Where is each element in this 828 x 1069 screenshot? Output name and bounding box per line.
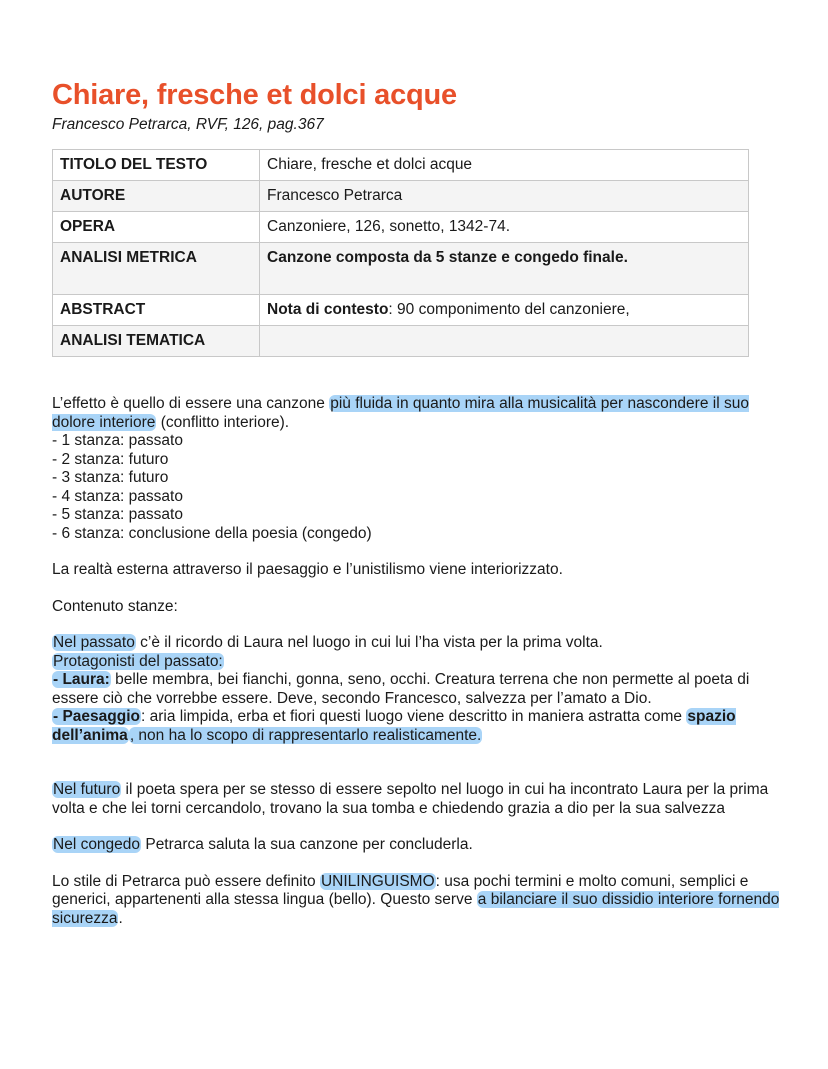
highlight-laura: - Laura: — [53, 671, 110, 688]
list-item: - 4 stanza: passato — [52, 487, 183, 505]
page-title: Chiare, fresche et dolci acque — [52, 79, 457, 111]
text: Petrarca saluta la sua canzone per concluderla. — [141, 836, 473, 853]
row-key: TITOLO DEL TESTO — [53, 150, 260, 181]
abstract-label: Nota di contesto — [267, 301, 389, 318]
highlight: Nel passato — [53, 634, 135, 651]
document-body — [52, 395, 792, 928]
row-value — [260, 243, 749, 295]
list-item: - 3 stanza: futuro — [52, 469, 169, 486]
highlight: , non ha lo scopo di rappresentarlo realisticamente. — [129, 726, 482, 744]
row-value: Chiare, fresche et dolci acque — [260, 150, 749, 181]
row-key: ANALISI TEMATICA — [53, 326, 260, 357]
row-value — [260, 326, 749, 357]
list-item: - 2 stanza: futuro — [52, 450, 169, 468]
text: : aria limpida, erba et fiori questi luogo viene descritto in maniera astratta come — [141, 708, 687, 725]
table-row — [53, 326, 749, 357]
text: il poeta spera per se stesso di essere sepolto nel luogo in cui ha incontrato Laura per la prima volta e che lei torni cercandolo, trovano la sua tomba e chiedendo grazia a dio per la sua salvezza — [52, 781, 769, 817]
paragraph-contenuto: Contenuto stanze: — [52, 597, 178, 615]
row-value: Canzoniere, 126, sonetto, 1342-74. — [260, 212, 749, 243]
paragraph-effetto — [52, 395, 792, 432]
list-item: - 1 stanza: passato — [52, 432, 183, 449]
table-row — [53, 212, 749, 243]
text: belle membra, bei fianchi, gonna, seno, occhi. Creatura terrena che non permette al poeta di essere ciò che vorrebbe essere. Deve, secondo Francesco, salvezza per l’amato a Dio. — [52, 671, 750, 707]
paragraph-paesaggio — [52, 708, 792, 745]
highlight: a bilanciare il suo dissidio interiore fornendo sicurezza — [52, 891, 780, 927]
table-row — [53, 243, 749, 295]
paragraph-stile — [52, 873, 792, 929]
text: (conflitto interiore). — [156, 413, 290, 431]
highlight: più fluida in quanto mira alla musicalità per nascondere il suo dolore interiore — [52, 395, 749, 431]
text: Lo stile di Petrarca può essere definito — [52, 872, 320, 890]
table-row — [53, 295, 749, 326]
list-item: - 5 stanza: passato — [52, 506, 183, 523]
row-key: OPERA — [53, 212, 260, 243]
highlight: UNILINGUISMO — [320, 872, 435, 890]
table-row — [53, 150, 749, 181]
row-value: Francesco Petrarca — [260, 181, 749, 212]
paragraph-futuro — [52, 781, 792, 818]
table-row — [53, 181, 749, 212]
paragraph-realta: La realtà esterna attraverso il paesaggio e l’unistilismo viene interiorizzato. — [52, 561, 563, 578]
highlight: Nel futuro — [53, 781, 121, 798]
metrica-value: Canzone composta da 5 stanze e congedo finale. — [267, 249, 628, 266]
highlight-paesaggio: - Paesaggio — [53, 708, 140, 725]
document-page — [52, 78, 792, 928]
text: c’è il ricordo di Laura nel luogo in cui lui l’ha vista per la prima volta. — [135, 634, 603, 651]
stanze-list — [52, 432, 792, 543]
info-table — [52, 149, 749, 357]
protagonisti-heading — [52, 653, 792, 672]
paragraph-laura — [52, 671, 792, 708]
row-value — [260, 295, 749, 326]
highlight: Nel congedo — [53, 836, 141, 853]
text: L’effetto è quello di essere una canzone — [52, 395, 330, 412]
page-subtitle: Francesco Petrarca, RVF, 126, pag.367 — [52, 116, 324, 133]
text: . — [118, 909, 123, 927]
row-key: ANALISI METRICA — [53, 243, 260, 295]
text: : usa pochi termini e molto comuni, semplici e generici, appartenenti alla stessa lingua (bello). Questo serve — [52, 872, 749, 908]
list-item: - 6 stanza: conclusione della poesia (congedo) — [52, 524, 372, 542]
abstract-text: : 90 componimento del canzoniere, — [388, 301, 630, 318]
paragraph-congedo — [52, 836, 792, 855]
paragraph-passato — [52, 634, 792, 653]
highlight-spazio: spazio dell’anima — [52, 708, 736, 744]
row-key: AUTORE — [53, 181, 260, 212]
highlight: Protagonisti del passato: — [53, 652, 223, 670]
row-key: ABSTRACT — [53, 295, 260, 326]
